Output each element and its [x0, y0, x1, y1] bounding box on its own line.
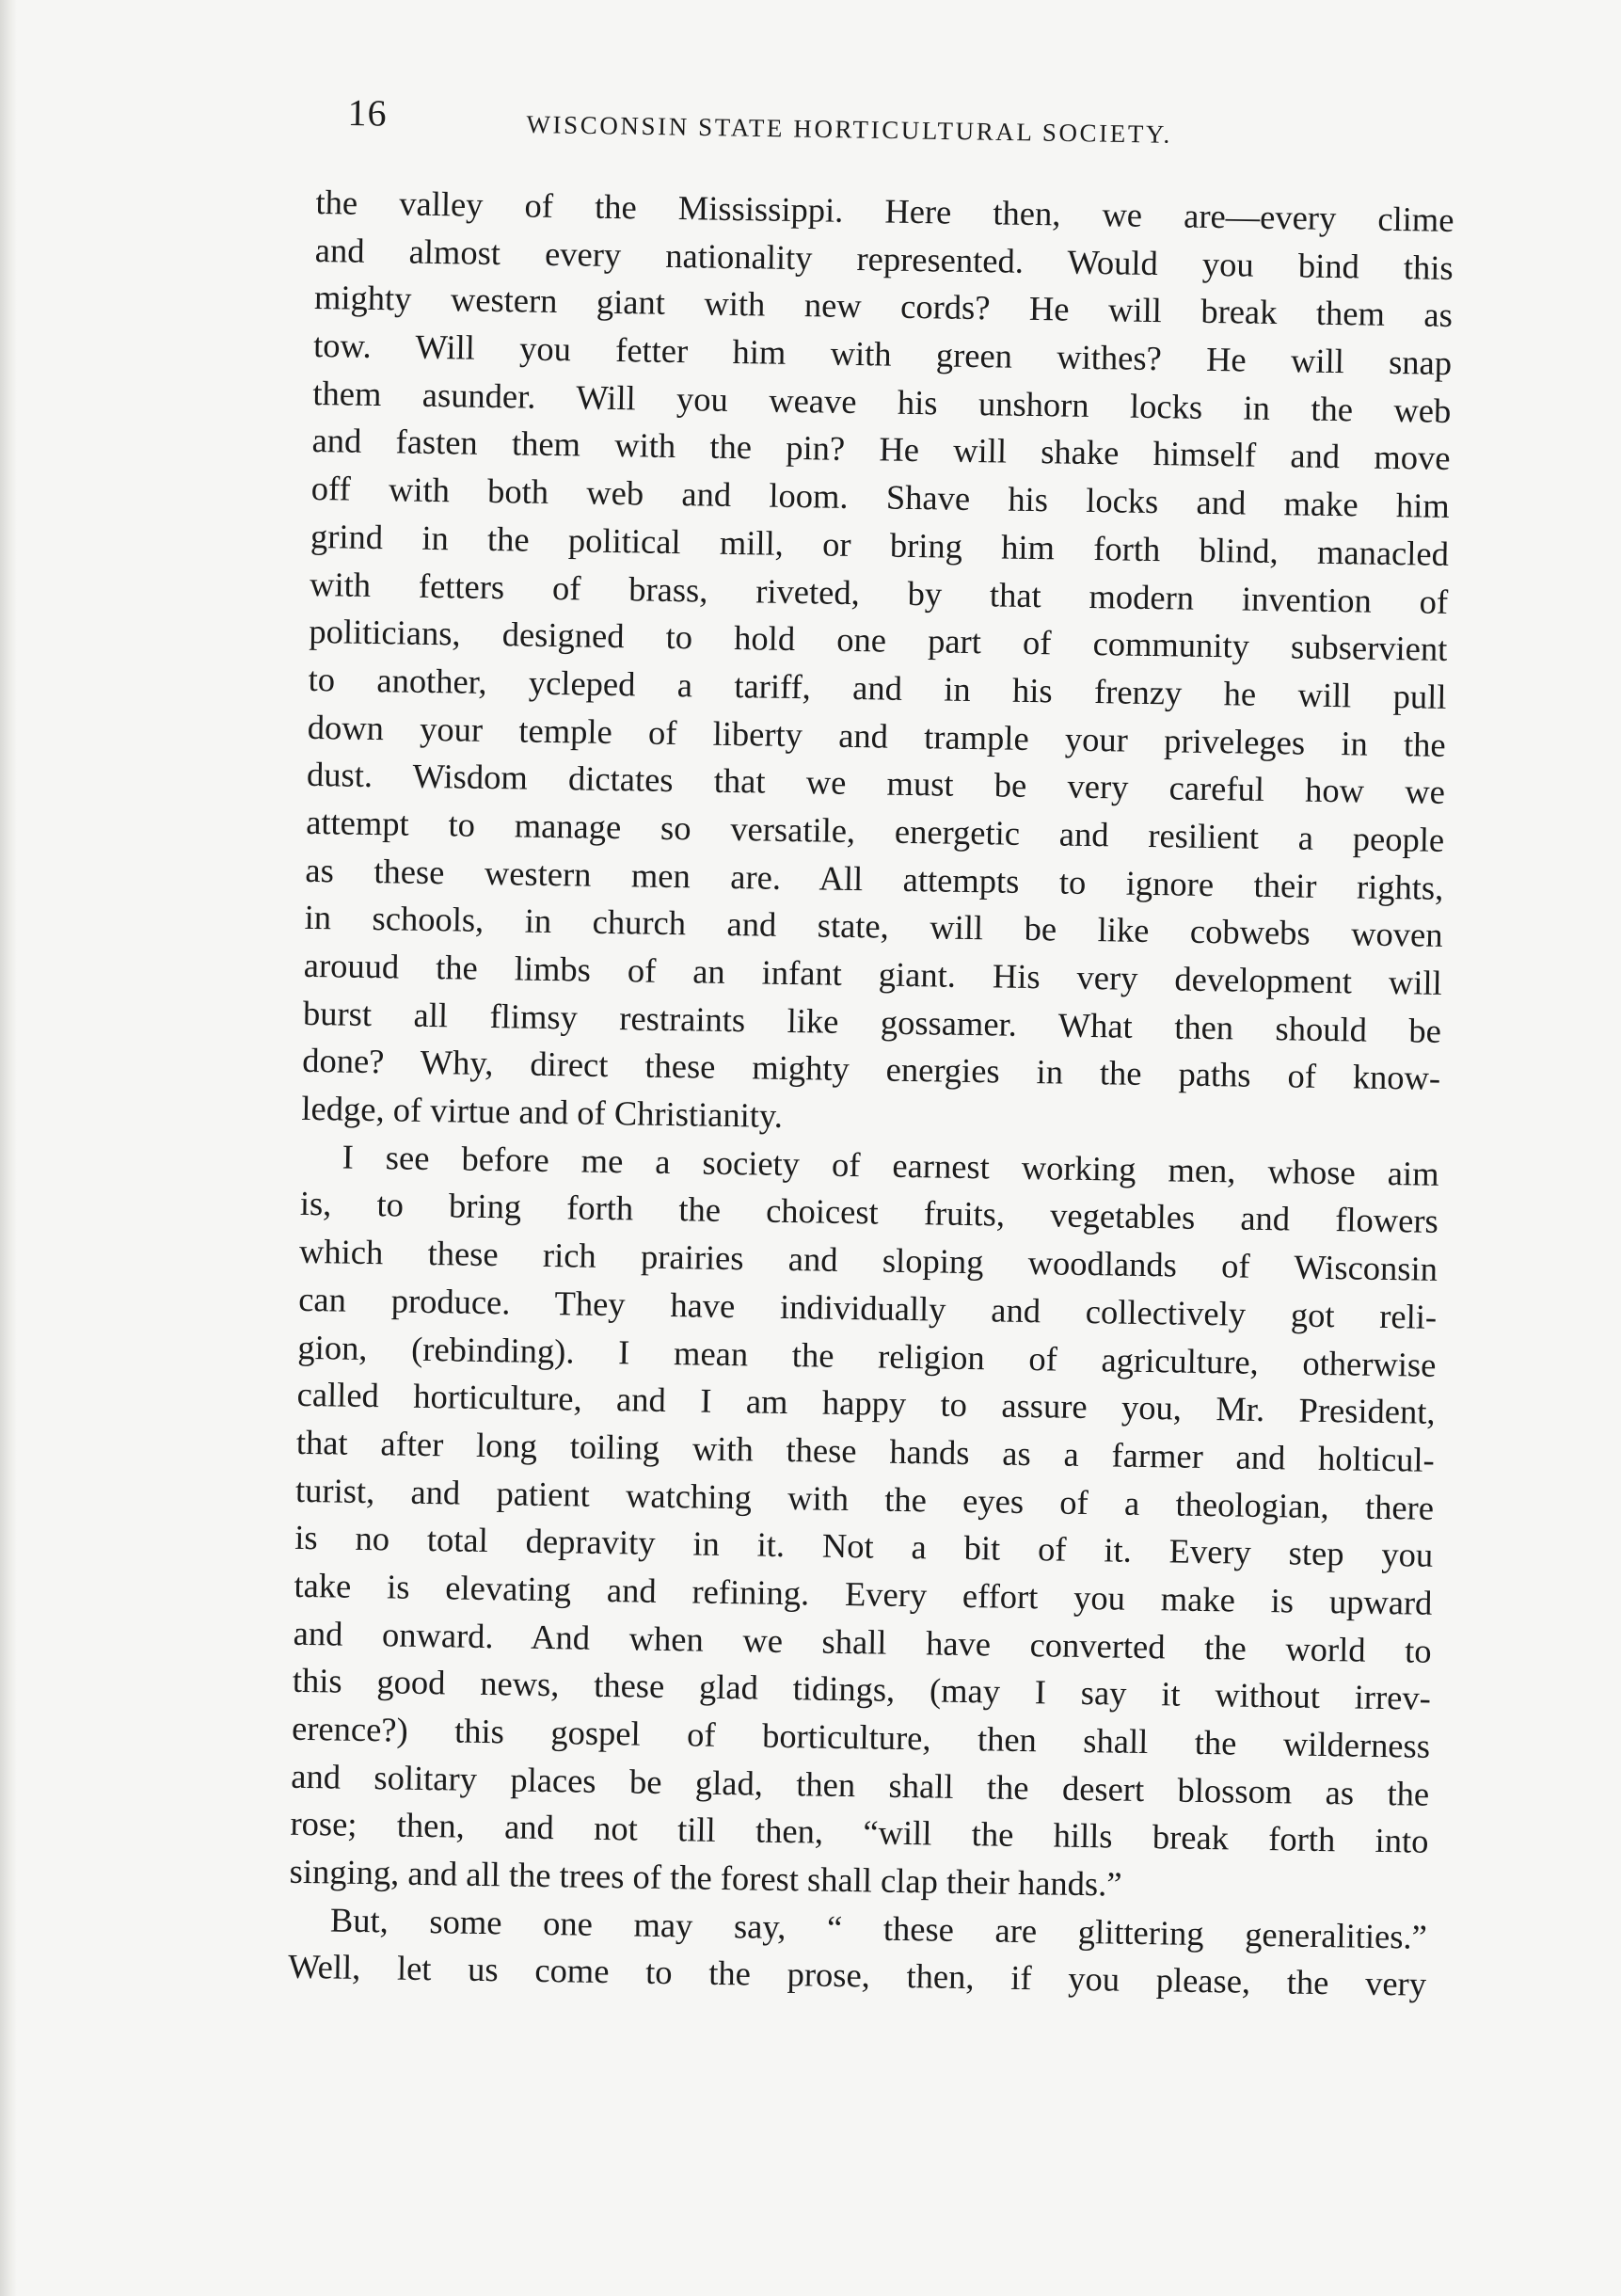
text-line: arouud the limbs of an infant giant. His very development will [303, 945, 1443, 1002]
text-line: is no total depravity in it. Not a bit of it. Every step you [294, 1518, 1434, 1575]
text-line: and fasten them with the pin? He will shake himself and move [311, 421, 1451, 478]
text-line: turist, and patient watching with the eyes of a theologian, there [294, 1470, 1435, 1527]
text-line: attempt to manage so versatile, energetic and resilient a people [305, 802, 1445, 859]
running-head: WISCONSIN STATE HORTICULTURAL SOCIETY. [526, 109, 1173, 149]
text-line: off with both web and loom. Shave his locks and make him [310, 469, 1451, 526]
text-line: this good news, these glad tidings, (may I say it without irrev- [292, 1661, 1432, 1718]
text-line: done? Why, direct these mighty energies in the paths of know- [301, 1041, 1441, 1098]
text-line: them asunder. Will you weave his unshorn locks in the web [312, 373, 1452, 430]
paragraph-3 [288, 1896, 1427, 2009]
text-line: in schools, in church and state, will be like cobwebs woven [304, 898, 1443, 955]
text-line: is, to bring forth the choicest fruits, vegetables and flowers [299, 1184, 1439, 1241]
text-line: mighty western giant with new cords? He will break them as [313, 278, 1454, 335]
text-line: can produce. They have individually and collectively got reli- [297, 1279, 1438, 1336]
text-line: erence?) this gospel of borticulture, then shall the wilderness [291, 1708, 1431, 1765]
text-line: grind in the political mill, or bring him forth blind, manacled [310, 516, 1450, 573]
text-line: that after long toiling with these hands as a farmer and holticul- [295, 1422, 1436, 1479]
text-line: rose; then, and not till then, “will the hills break forth into [290, 1804, 1429, 1861]
text-line: take is elevating and refining. Every effort you make is upward [294, 1565, 1433, 1622]
text-line: the valley of the Mississippi. Here then, we are—every clime [315, 182, 1454, 240]
text-line: and onward. And when we shall have converted the world to [293, 1613, 1432, 1670]
text-line: Well, let us come to the prose, then, if you please, the very [287, 1947, 1427, 2004]
text-line: tow. Will you fetter him with green withes? He will snap [312, 326, 1453, 383]
text-line: I see before me a society of earnest working men, whose aim [342, 1137, 1439, 1193]
body-text [288, 179, 1454, 2009]
text-line: ledge, of virtue and of Christianity. [301, 1088, 784, 1135]
text-line: dust. Wisdom dictates that we must be very careful how we [306, 755, 1446, 812]
text-line: and solitary places be glad, then shall the desert blossom as the [291, 1756, 1430, 1813]
text-line: singing, and all the trees of the forest shall clap their hands.” [289, 1851, 1122, 1904]
text-line: with fetters of brass, riveted, by that modern invention of [309, 564, 1449, 621]
text-line: called horticulture, and I am happy to assure you, Mr. President, [296, 1375, 1436, 1432]
text-line: as these western men are. All attempts to ignore their rights, [305, 850, 1444, 907]
page-header [347, 90, 1289, 162]
text-line: which these rich prairies and sloping woodlands of Wisconsin [298, 1231, 1438, 1288]
text-line: But, some one may say, “ these are glittering generalities.” [329, 1900, 1428, 1956]
text-line: down your temple of liberty and trample your priveleges in the [307, 707, 1447, 764]
paragraph-2 [289, 1133, 1439, 1914]
text-line: and almost every nationality represented. Would you bind this [314, 230, 1454, 287]
text-line: to another, ycleped a tariff, and in his frenzy he will pull [308, 659, 1447, 716]
page-number: 16 [347, 90, 388, 135]
text-line: burst all flimsy restraints like gossamer. What then should be [302, 993, 1442, 1050]
text-line: gion, (rebinding). I mean the religion of agriculture, otherwise [297, 1327, 1437, 1384]
paragraph-1 [301, 179, 1454, 1151]
text-line: politicians, designed to hold one part of community subservient [309, 612, 1448, 669]
